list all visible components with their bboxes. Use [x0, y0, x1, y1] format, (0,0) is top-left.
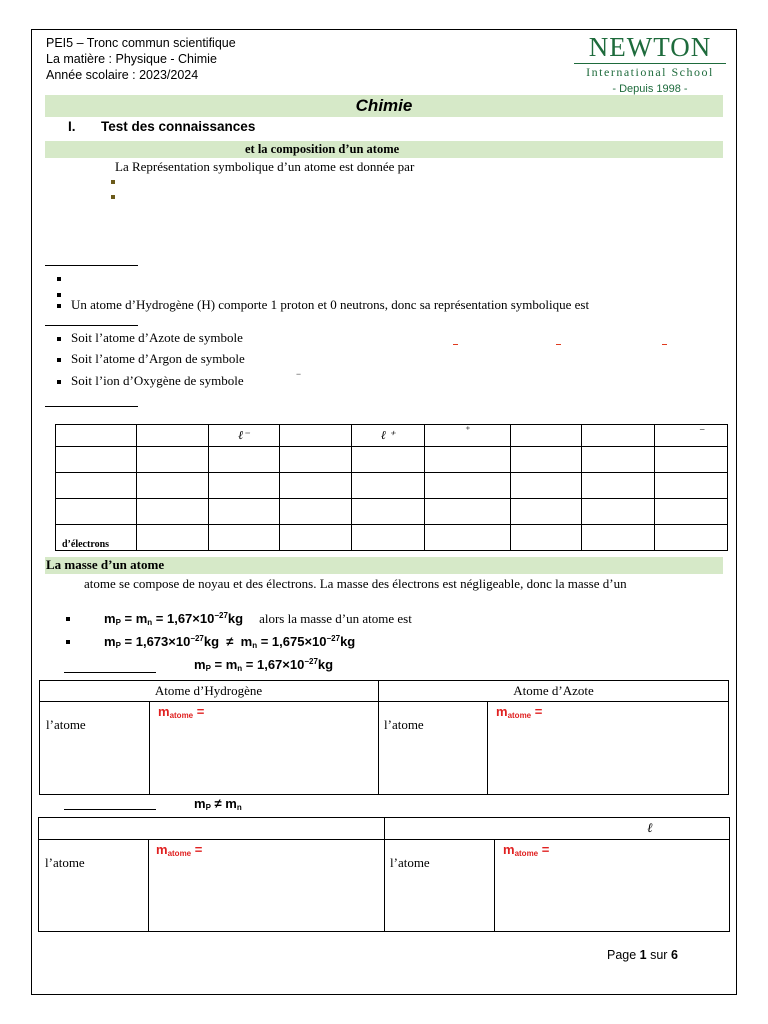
intro-text: La Représentation symbolique d’un atome est donnée par	[115, 159, 415, 174]
red-mark-1	[453, 344, 458, 345]
table-cell	[582, 425, 655, 447]
table-header-row	[56, 425, 728, 447]
hydrogen-line	[57, 297, 589, 313]
table-cell: ℓ ⁺	[351, 425, 425, 447]
bullet-olive-2	[111, 195, 115, 199]
electrons-label: d’électrons	[56, 525, 137, 551]
logo-sub: International School	[574, 63, 726, 80]
masse-text: atome se compose de noyau et des électrons. La masse des électrons est négligeable, donc la masse d’un	[84, 576, 627, 591]
header-line-2: La matière : Physique - Chimie	[46, 52, 217, 66]
table-cell: ℓ⁻	[208, 425, 279, 447]
row-label-hydrogen: l’atome	[46, 717, 86, 732]
divider	[487, 701, 488, 795]
hydrogen-head: Atome d’Hydrogène	[154, 683, 263, 698]
hydrogen-text: Un atome d’Hydrogène (H) comporte 1 proton et 0 neutrons, donc sa représentation symbolique est	[71, 297, 590, 312]
formula1: $m_P = m_n = 1,67\times 10^{-27}kg$	[104, 611, 244, 627]
row-label-nitrogen: l’atome	[384, 717, 424, 732]
row-label-right: l’atome	[390, 855, 430, 870]
bullet-olive-1	[111, 180, 115, 184]
logo-name: NEWTON	[588, 32, 712, 62]
page-title: Chimie	[355, 96, 413, 115]
atom-composition-table	[55, 424, 728, 551]
school-logo	[574, 32, 726, 95]
oxygen-charge: −	[296, 369, 302, 379]
underline-2	[45, 325, 138, 326]
table-cell	[56, 425, 137, 447]
table-cell	[279, 425, 351, 447]
underline-3	[45, 406, 138, 407]
logo-since: - Depuis 1998 -	[612, 83, 688, 95]
exercise-argon-text: Soit l’atome d’Argon de symbole	[71, 351, 245, 366]
divider	[39, 701, 729, 702]
page-number: Page 1 sur 6	[607, 948, 678, 962]
row-label-left: l’atome	[45, 855, 85, 870]
table-row	[56, 473, 728, 499]
exercise-nitrogen	[57, 330, 243, 346]
table3-head-mark: ℓ	[647, 820, 653, 835]
masse-title: La masse d’un atome	[46, 557, 165, 572]
exercise-oxygen-text: Soit l’ion d’Oxygène de symbole	[71, 373, 244, 388]
subsection-title: et la composition d’un atome	[245, 142, 400, 156]
table-row	[56, 447, 728, 473]
table-row	[56, 499, 728, 525]
table-cell	[136, 425, 208, 447]
formula2-line	[66, 633, 355, 651]
table-cell: −	[655, 425, 728, 447]
formula2: $m_P = 1,673\times 10^{-27}kg \ne m_n = 1,675\times 10^{-27}kg$	[104, 634, 356, 650]
table-row	[56, 525, 728, 551]
exercise-nitrogen-text: Soit l’atome d’Azote de symbole	[71, 330, 243, 345]
exercise-oxygen	[57, 373, 244, 389]
m-atome-left: $m_{atome}$ =	[156, 842, 203, 858]
exercise-argon	[57, 351, 245, 367]
underline-4	[64, 672, 156, 673]
formula3: $m_P = m_n = 1,67\times 10^{-27}kg$	[194, 657, 334, 673]
section-title: Test des connaissances	[101, 119, 256, 134]
underline-5	[64, 809, 156, 810]
formula4: $m_P \ne m_n$	[194, 796, 242, 812]
nitrogen-head: Atome d’Azote	[513, 683, 594, 698]
red-mark-3	[662, 344, 667, 345]
table-cell	[511, 425, 582, 447]
header-line-3: Année scolaire : 2023/2024	[46, 68, 199, 82]
divider	[494, 839, 495, 932]
m-atome-hydrogen: $m_{atome}$ =	[158, 704, 205, 720]
divider	[384, 817, 385, 932]
underline-1	[45, 265, 138, 266]
m-atome-right: $m_{atome}$ =	[503, 842, 550, 858]
formula1-line	[66, 610, 412, 628]
header-line-1: PEI5 – Tronc commun scientifique	[46, 36, 236, 50]
divider	[148, 839, 149, 932]
divider	[149, 701, 150, 795]
table-cell: ⁺	[425, 425, 511, 447]
section-number: I.	[68, 119, 76, 134]
formula1-tail: alors la masse d’un atome est	[259, 611, 412, 626]
m-atome-nitrogen: $m_{atome}$ =	[496, 704, 543, 720]
red-mark-2	[556, 344, 561, 345]
